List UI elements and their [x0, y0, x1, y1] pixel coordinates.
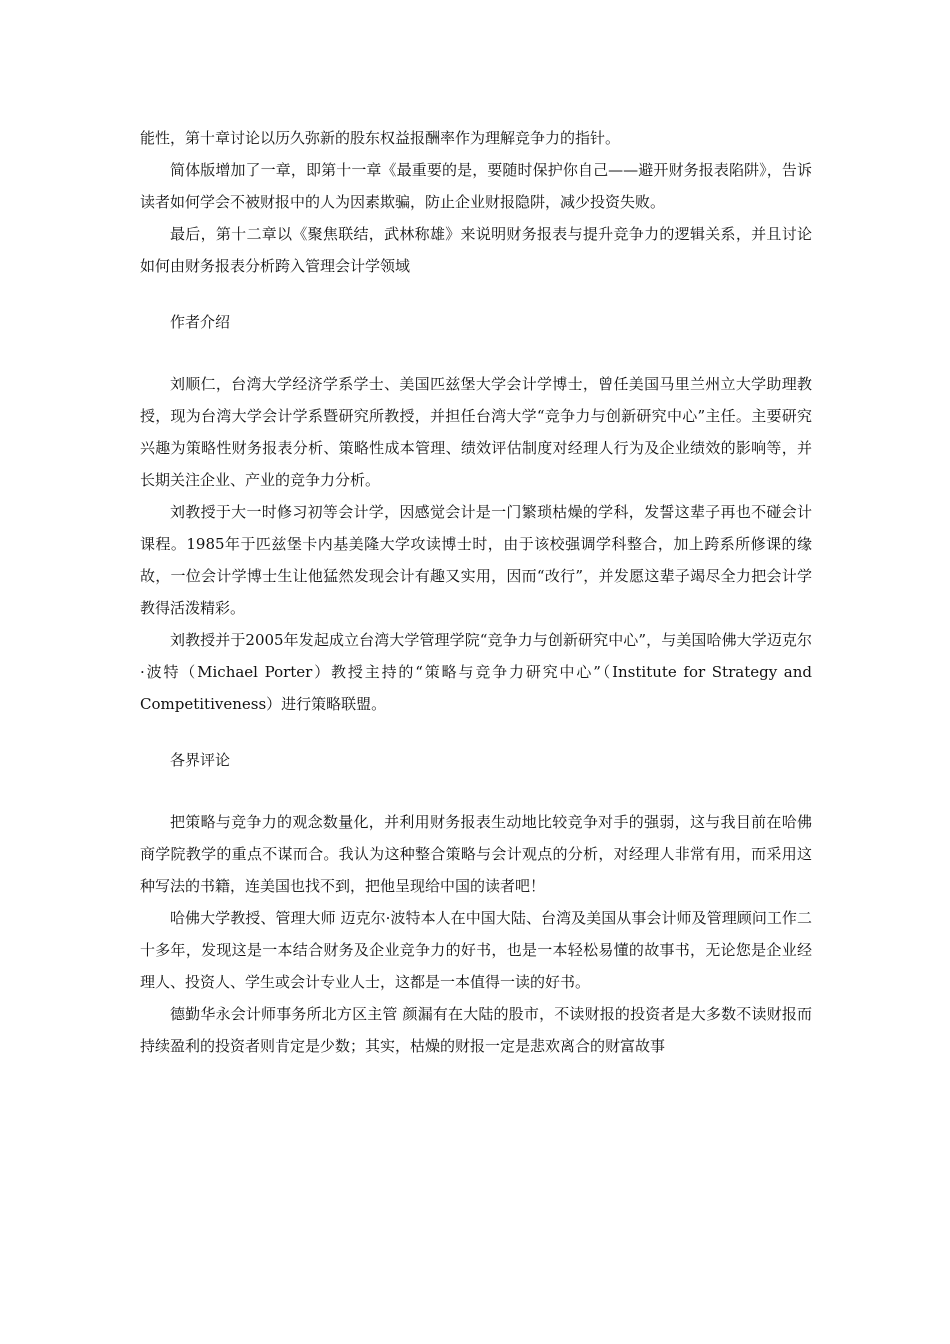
paragraph-author-story: 刘教授于大一时修习初等会计学，因感觉会计是一门繁琐枯燥的学科，发誓这辈子再也不碰会计课程。1985年于匹兹堡卡内基美隆大学攻读博士时，由于该校强调学科整合，加上跨系所修课的缘故，一位会计学博士生让他猛然发现会计有趣又实用，因而“改行”，并发愿这辈子竭尽全力把会计学教得活泼精彩。: [140, 503, 812, 617]
document-body: [140, 122, 812, 1062]
paragraph-simplified-edition: 简体版增加了一章，即第十一章《最重要的是，要随时保护你自己——避开财务报表陷阱》，告诉读者如何学会不被财报中的人为因素欺骗，防止企业财报隐阱，减少投资失败。: [140, 161, 812, 211]
paragraph-review-deloitte: 哈佛大学教授、管理大师 迈克尔·波特本人在中国大陆、台湾及美国从事会计师及管理顾问工作二十多年，发现这是一本结合财务及企业竞争力的好书，也是一本轻松易懂的故事书，无论您是企业经理人、投资人、学生或会计专业人士，这都是一本值得一读的好书。: [140, 909, 812, 991]
section-heading-author: 作者介绍: [170, 313, 231, 331]
paragraph-author-bio: 刘顺仁，台湾大学经济学系学士、美国匹兹堡大学会计学博士，曾任美国马里兰州立大学助理教授，现为台湾大学会计学系暨研究所教授，并担任台湾大学“竞争力与创新研究中心”主任。主要研究兴趣为策略性财务报表分析、策略性成本管理、绩效评估制度对经理人行为及企业绩效的影响等，并长期关注企业、产业的竞争力分析。: [140, 375, 812, 489]
paragraph-continuation: 能性，第十章讨论以历久弥新的股东权益报酬率作为理解竞争力的指针。: [140, 129, 621, 147]
section-heading-reviews: 各界评论: [170, 751, 231, 769]
paragraph-author-center: 刘教授并于2005年发起成立台湾大学管理学院“竞争力与创新研究中心”，与美国哈佛大学迈克尔·波特（Michael Porter）教授主持的“策略与竞争力研究中心”（Institute for Strategy and Competitiveness）进行策略联盟。: [140, 631, 812, 713]
paragraph-chapter-twelve: 最后，第十二章以《聚焦联结，武林称雄》来说明财务报表与提升竞争力的逻辑关系，并且讨论如何由财务报表分析跨入管理会计学领域: [140, 225, 812, 275]
paragraph-review-porter: 把策略与竞争力的观念数量化，并利用财务报表生动地比较竞争对手的强弱，这与我目前在哈佛商学院教学的重点不谋而合。我认为这种整合策略与会计观点的分析，对经理人非常有用，而采用这种写法的书籍，连美国也找不到，把他呈现给中国的读者吧！: [140, 813, 812, 895]
paragraph-review-investors: 德勤华永会计师事务所北方区主管 颜漏有在大陆的股市，不读财报的投资者是大多数不读财报而持续盈利的投资者则肯定是少数；其实，枯燥的财报一定是悲欢离合的财富故事: [140, 1005, 812, 1055]
